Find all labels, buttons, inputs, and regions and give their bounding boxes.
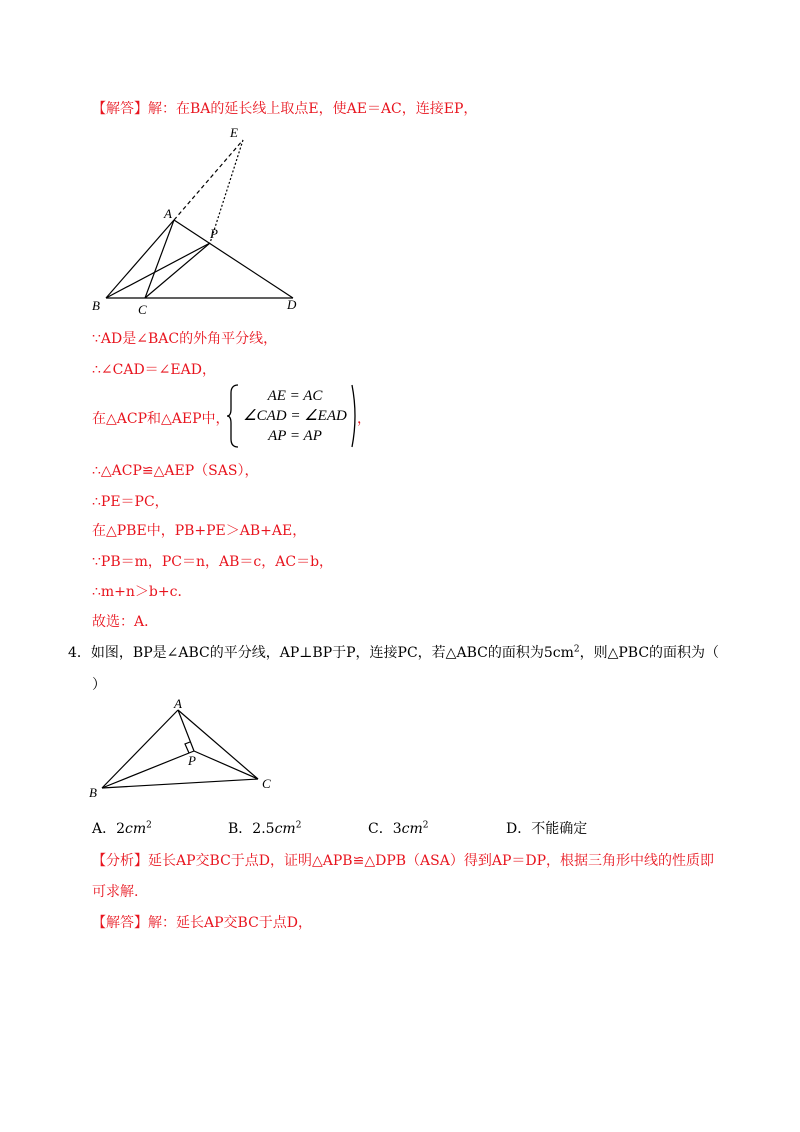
solution-line-4: ∴△ACP≌△AEP（SAS）， <box>92 463 259 479</box>
intro-text: 解：在BA的延长线上取点E，使AE＝AC，连接EP， <box>148 101 478 117</box>
segment-ba <box>106 220 174 298</box>
option-b[interactable]: B．$2.5cm^2$ <box>228 820 302 837</box>
segment-bp <box>102 751 194 788</box>
answer-tag-2: 【解答】 <box>92 915 148 931</box>
option-d[interactable]: D．不能确定 <box>506 821 588 837</box>
segment-pc <box>194 751 258 779</box>
solution-line-5: ∴PE＝PC， <box>92 494 169 510</box>
analysis-tag: 【分析】 <box>92 853 148 869</box>
figure-2-diagram <box>86 696 286 806</box>
solution-line-8: ∴m+n＞b+c． <box>92 584 192 600</box>
segment-ac <box>178 710 258 779</box>
segment-ae-dashed <box>174 140 243 220</box>
option-a[interactable]: A．$2cm^2$ <box>92 820 152 837</box>
option-c[interactable]: C．$3cm^2$ <box>368 820 429 837</box>
label-p: P <box>188 753 196 768</box>
system-row-2: ∠CAD = ∠EAD <box>243 408 347 424</box>
solution-line-3: 在△ACP和△AEP中， <box>92 411 230 427</box>
label-b: B <box>89 785 97 800</box>
label-c: C <box>262 776 271 791</box>
right-angle-mark <box>185 742 190 753</box>
label-c: C <box>138 302 147 317</box>
question-4-stem-line-2: ） <box>92 677 106 693</box>
figure-1-diagram <box>88 122 318 322</box>
label-a: A <box>174 696 182 711</box>
label-d: D <box>287 297 297 312</box>
system-suffix: ， <box>357 411 371 427</box>
label-b: B <box>92 298 100 313</box>
analysis-line-2: 可求解. <box>92 884 139 900</box>
solution-line-9: 故选：A． <box>92 614 159 630</box>
answer-text: 解：延长AP交BC于点D， <box>148 915 313 931</box>
label-e: E <box>230 125 238 140</box>
stem-superscript: 2 <box>573 644 580 655</box>
question-number: 4． <box>68 645 91 661</box>
segment-bc <box>102 779 258 788</box>
label-a: A <box>164 206 172 221</box>
question-4-stem <box>68 644 719 662</box>
segment-ab <box>102 710 178 788</box>
answer-tag: 【解答】 <box>92 101 148 117</box>
solution-intro <box>92 100 477 118</box>
system-row-1: AE = AC <box>267 388 323 404</box>
solution-line-2: ∴∠CAD＝∠EAD， <box>92 362 216 378</box>
solution-line-6: 在△PBE中，PB+PE＞AB+AE， <box>92 523 307 539</box>
system-row-3: AP = AP <box>268 428 322 444</box>
stem-part-1: 如图，BP是∠ABC的平分线，AP⊥BP于P，连接PC，若△ABC的面积为5cm <box>90 645 574 661</box>
segment-bp <box>106 243 210 298</box>
solution-line-1: ∵AD是∠BAC的外角平分线， <box>92 331 278 347</box>
answer-line <box>92 914 312 932</box>
analysis-text-1: 延长AP交BC于点D，证明△APB≌△DPB（ASA）得到AP＝DP，根据三角形中线的性质即 <box>148 853 715 869</box>
solution-line-7: ∵PB＝m，PC＝n，AB＝c，AC＝b， <box>92 554 334 570</box>
equation-system <box>233 385 357 447</box>
analysis-line-1 <box>92 852 714 870</box>
label-p: P <box>210 226 218 241</box>
stem-part-2: ，则△PBC的面积为（ <box>579 645 720 661</box>
